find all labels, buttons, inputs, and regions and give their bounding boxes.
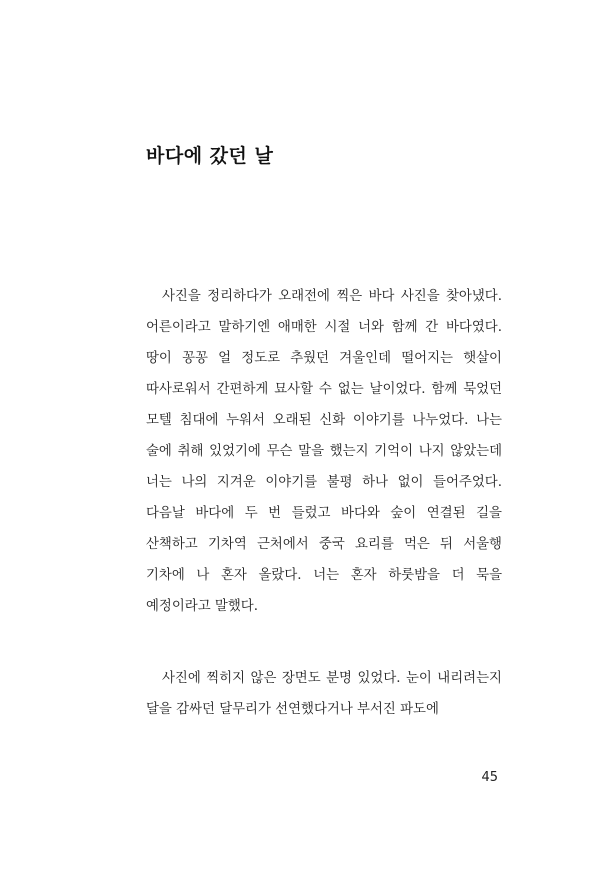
page-number: 45 [481,770,498,785]
chapter-title: 바다에 갔던 날 [146,145,274,167]
body-paragraph: 사진을 정리하다가 오래전에 찍은 바다 사진을 찾아냈다. 어른이라고 말하기엔 애매한 시절 너와 함께 간 바다였다. 땅이 꽁꽁 얼 정도로 추웠던 겨울인데 떨어지는 햇살이 따사로워서 간편하게 묘사할 수 없는 날이었다. 함께 묵었던 모텔 침대에 누워서 오래된 신화 이야기를 나누었다. 나는 술에 취해 있었기에 무슨 말을 했는지 기억이 나지 않았는데 너는 나의 지겨운 이야기를 불평 하나 없이 들어주었다. 다음날 바다에 두 번 들렀고 바다와 숲이 연결된 길을 산책하고 기차역 근처에서 중국 요리를 먹은 뒤 서울행 기차에 나 혼자 올랐다. 너는 혼자 하룻밤을 더 묵을 예정이라고 말했다. [146,289,502,614]
body-paragraph: 사진에 찍히지 않은 장면도 분명 있었다. 눈이 내리려는지 달을 감싸던 달무리가 선연했다거나 부서진 파도에 [146,671,502,717]
